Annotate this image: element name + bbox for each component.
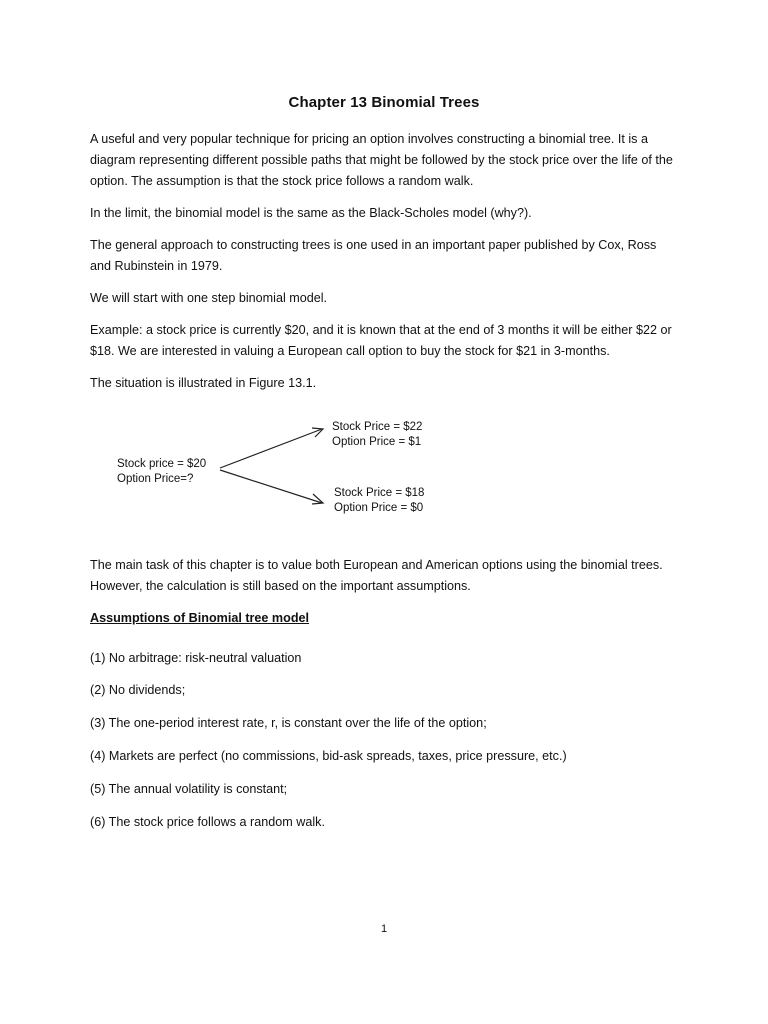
up-option-price: Option Price = $1 (332, 435, 422, 448)
root-node-label (117, 457, 206, 486)
paragraph-example: Example: a stock price is currently $20, and it is known that at the end of 3 months it will be either $22 or $18. We are interested in valuing a European call option to buy the stock for $21 in 3-months. (90, 323, 672, 358)
paragraph-intro: A useful and very popular technique for pricing an option involves constructing a binomial tree. It is a diagram representing different possible paths that might be followed by the stock price over the life of the option. The assumption is that the stock price follows a random walk. (90, 132, 673, 188)
paragraph-crr: The general approach to constructing trees is one used in an important paper published by Cox, Ross and Rubinstein in 1979. (90, 238, 657, 273)
root-stock-price: Stock price = $20 (117, 458, 207, 470)
paragraph-figure-ref: The situation is illustrated in Figure 13.1. (90, 376, 317, 390)
chapter-title: Chapter 13 Binomial Trees (288, 94, 480, 111)
assumption-item: (1) No arbitrage: risk-neutral valuation (90, 651, 302, 665)
paragraph-black-scholes: In the limit, the binomial model is the same as the Black-Scholes model (why?). (90, 206, 532, 220)
binomial-tree-figure (110, 415, 450, 525)
assumption-item: (3) The one-period interest rate, r, is constant over the life of the option; (90, 716, 487, 730)
page-number: 1 (380, 923, 388, 935)
up-branch-line (220, 429, 322, 468)
down-branch-line (220, 470, 322, 503)
root-option-price: Option Price=? (117, 472, 194, 485)
paragraph-main-task: The main task of this chapter is to value both European and American options using the binomial trees. However, the calculation is still based on the important assumptions. (90, 558, 663, 593)
assumption-item: (6) The stock price follows a random walk. (90, 815, 325, 829)
up-stock-price: Stock Price = $22 (332, 421, 423, 433)
assumption-item: (5) The annual volatility is constant; (90, 782, 288, 796)
paragraph-one-step: We will start with one step binomial model. (90, 291, 328, 305)
down-option-price: Option Price = $0 (334, 501, 424, 514)
assumption-item: (2) No dividends; (90, 683, 186, 697)
assumptions-heading: Assumptions of Binomial tree model (90, 611, 310, 625)
up-node-label (332, 420, 422, 449)
down-stock-price: Stock Price = $18 (334, 487, 425, 499)
assumption-item: (4) Markets are perfect (no commissions, bid-ask spreads, taxes, price pressure, etc.) (90, 749, 567, 763)
down-node-label (334, 486, 424, 515)
